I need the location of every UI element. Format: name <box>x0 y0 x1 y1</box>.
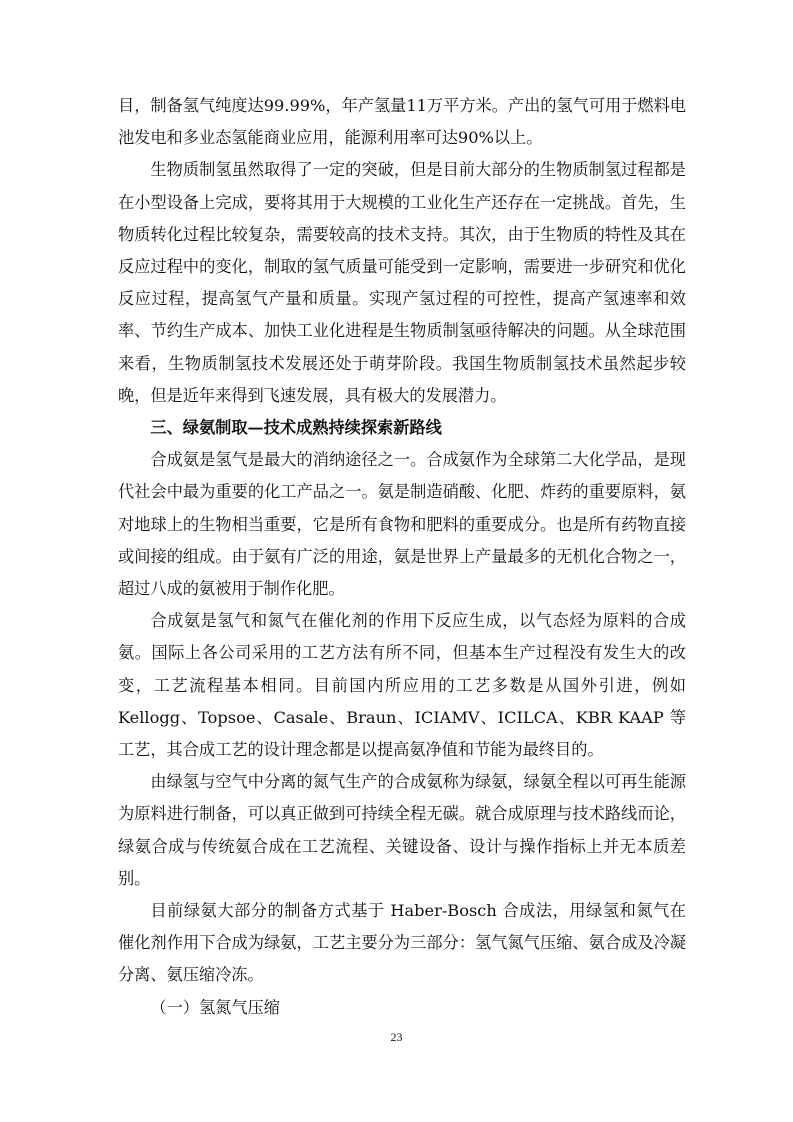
paragraph-ammonia-process: 合成氨是氢气和氮气在催化剂的作用下反应生成，以气态烃为原料的合成氨。国际上各公司采用的工艺方法有所不同，但基本生产过程没有发生大的改变，工艺流程基本相同。目前国内所应用的工艺多数是从国外引进，例如 Kellogg、Topsoe、Casale、Braun、ICIAMV、ICILCA、KBR KAAP 等工艺，其合成工艺的设计理念都是以提高氨净值和节能为最终目的。 <box>118 611 686 760</box>
section-heading: 三、绿氨制取—技术成熟持续探索新路线 <box>150 418 442 438</box>
subsection-heading: （一）氢氮气压缩 <box>150 997 280 1017</box>
paragraph-haber-bosch: 目前绿氨大部分的制备方式基于 Haber-Bosch 合成法，用绿氢和氮气在催化剂作用下合成为绿氨，工艺主要分为三部分：氢气氮气压缩、氨合成及冷凝分离、氨压缩冷冻。 <box>118 901 686 985</box>
body-text <box>118 90 686 1024</box>
paragraph-green-ammonia: 由绿氢与空气中分离的氮气生产的合成氨称为绿氨，绿氨全程以可再生能源为原料进行制备，可以真正做到可持续全程无碳。就合成原理与技术路线而论，绿氨合成与传统氨合成在工艺流程、关键设备、设计与操作指标上并无本质差别。 <box>118 772 686 888</box>
page-number: 23 <box>390 1030 403 1044</box>
paragraph-continued: 目，制备氢气纯度达99.99%，年产氢量11万平方米。产出的氢气可用于燃料电池发电和多业态氢能商业应用，能源利用率可达90%以上。 <box>118 96 686 148</box>
paragraph-ammonia-uses: 合成氨是氢气是最大的消纳途径之一。合成氨作为全球第二大化学品，是现代社会中最为重要的化工产品之一。氨是制造硝酸、化肥、炸药的重要原料，氨对地球上的生物相当重要，它是所有食物和肥料的重要成分。也是所有药物直接或间接的组成。由于氨有广泛的用途，氨是世界上产量最多的无机化合物之一，超过八成的氨被用于制作化肥。 <box>118 450 686 599</box>
paragraph-biomass-hydrogen: 生物质制氢虽然取得了一定的突破，但是目前大部分的生物质制氢过程都是在小型设备上完成，要将其用于大规模的工业化生产还存在一定挑战。首先，生物质转化过程比较复杂，需要较高的技术支持。其次，由于生物质的特性及其在反应过程中的变化，制取的氢气质量可能受到一定影响，需要进一步研究和优化反应过程，提高氢气产量和质量。实现产氢过程的可控性，提高产氢速率和效率、节约生产成本、加快工业化进程是生物质制氢亟待解决的问题。从全球范围来看，生物质制氢技术发展还处于萌芽阶段。我国生物质制氢技术虽然起步较晚，但是近年来得到飞速发展，具有极大的发展潜力。 <box>118 160 686 405</box>
